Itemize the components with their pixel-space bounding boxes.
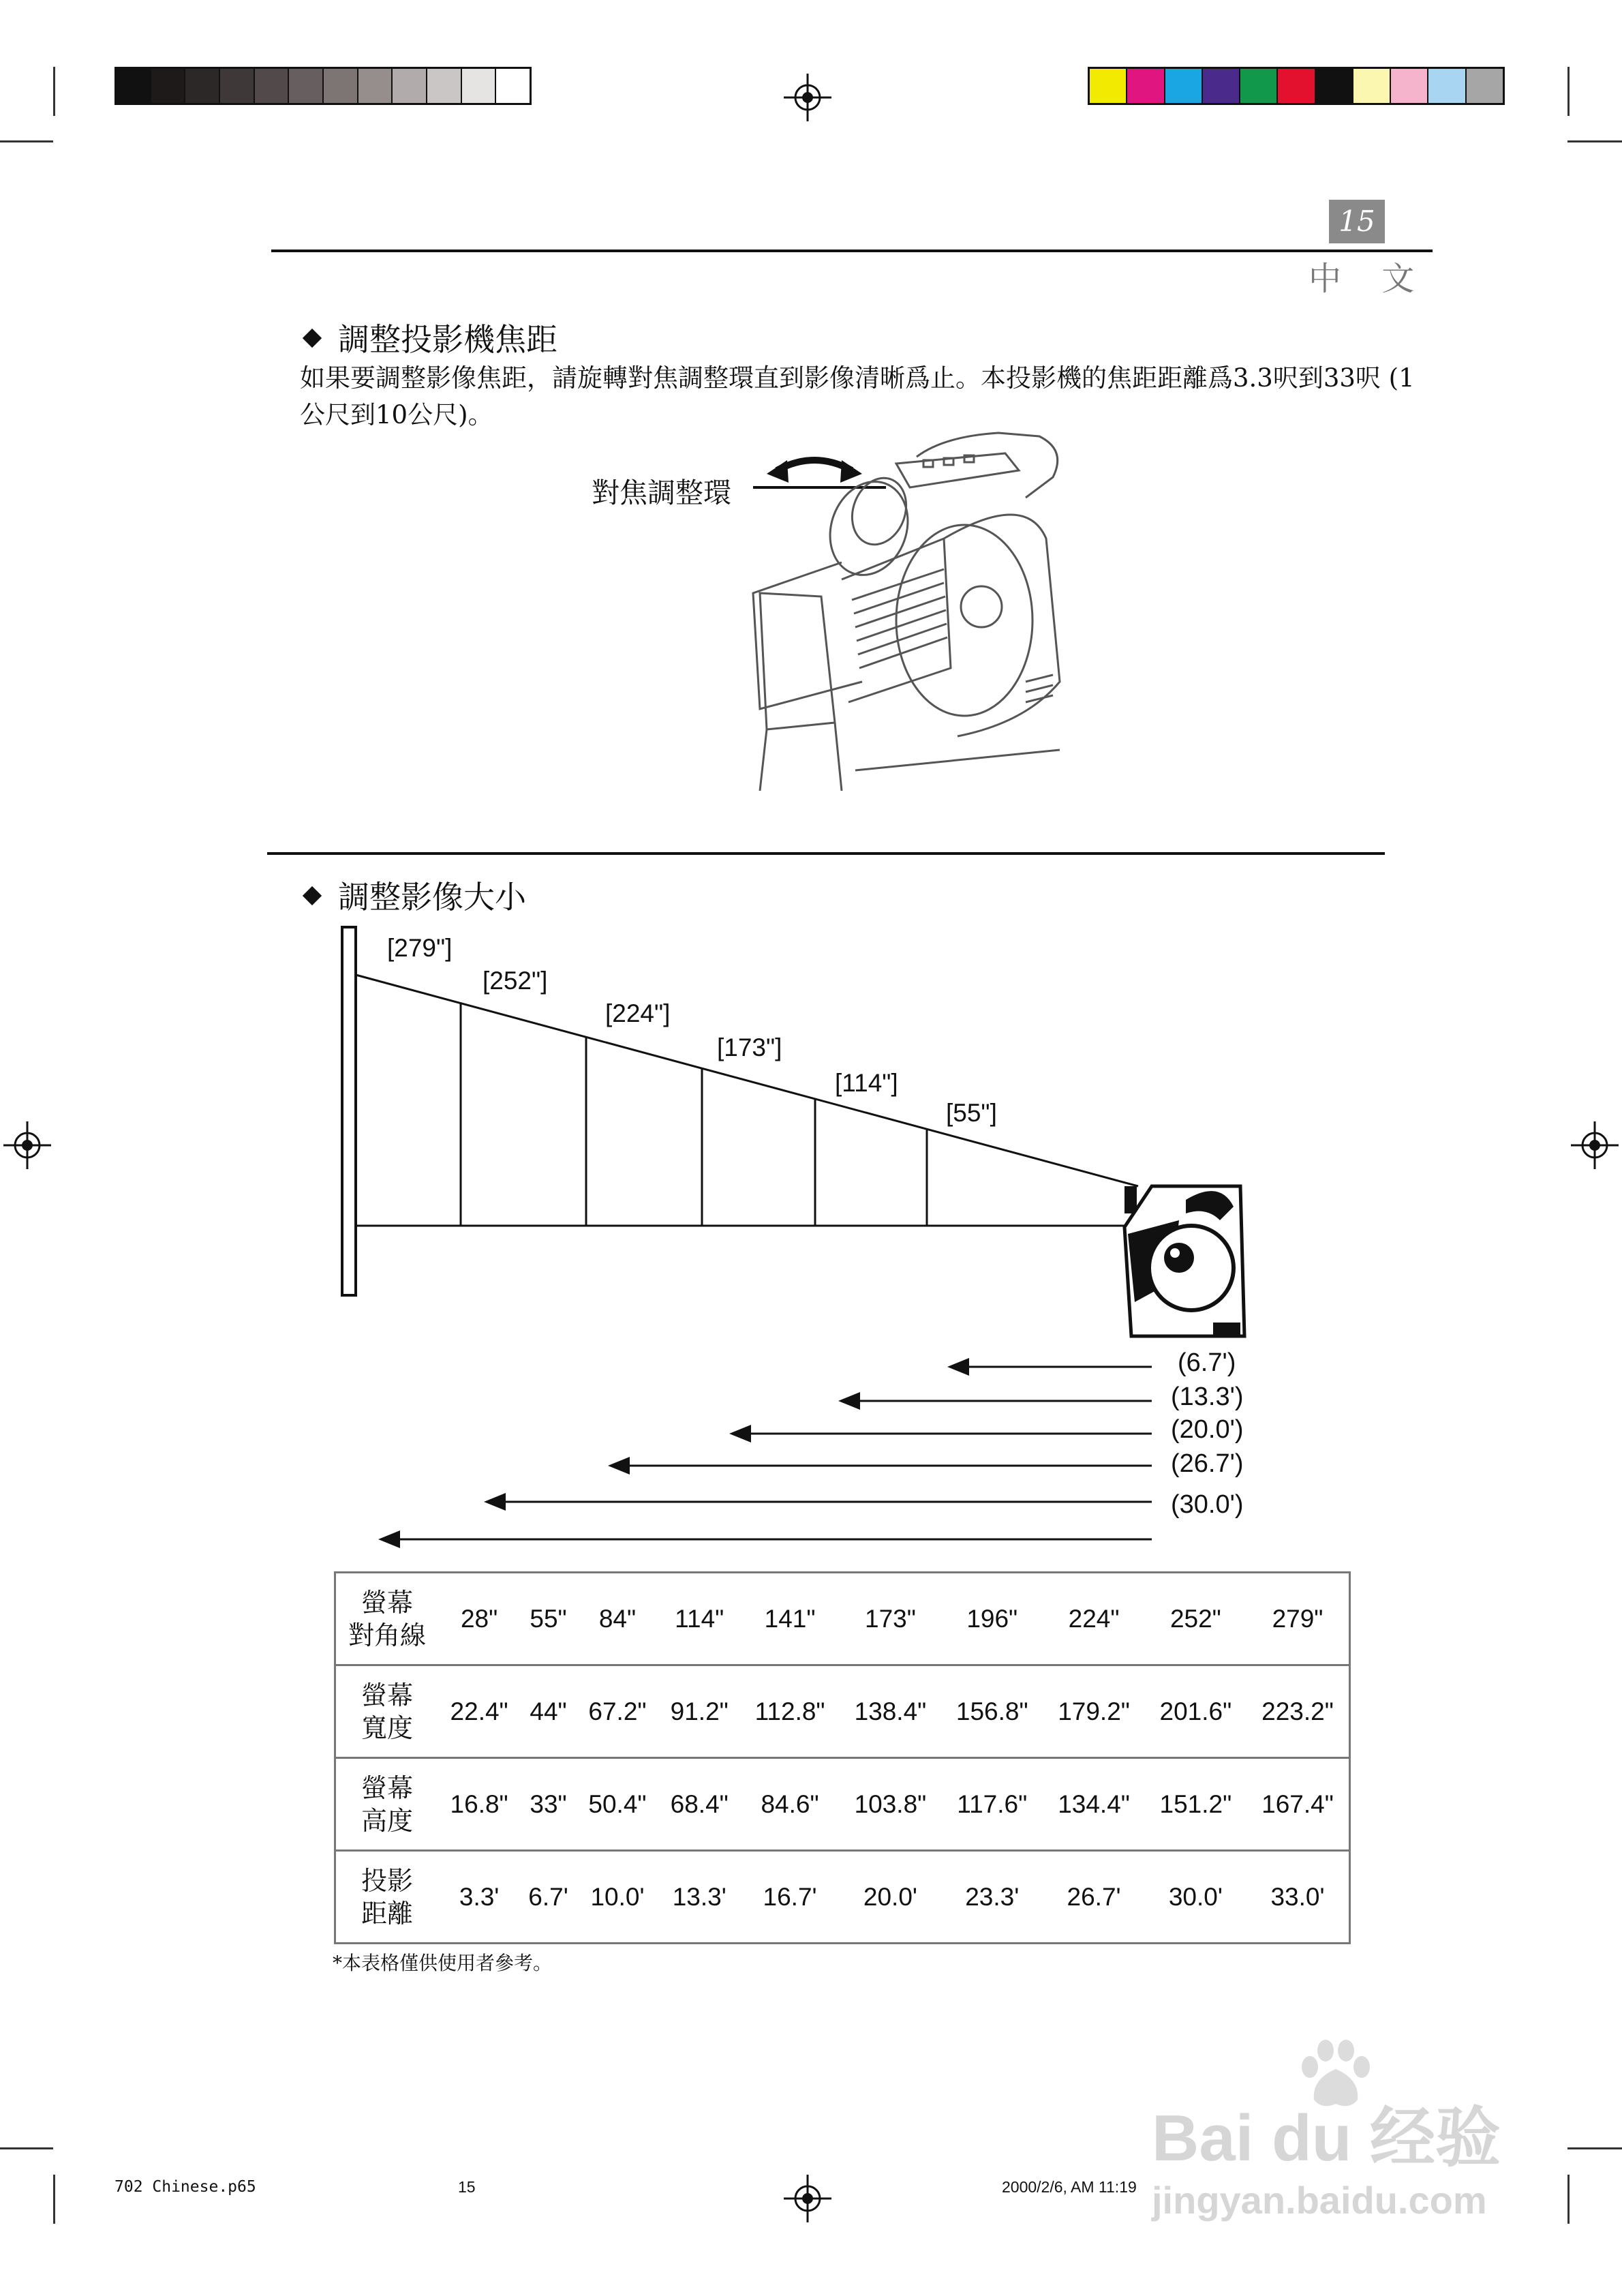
calibration-swatch [1467, 69, 1503, 103]
projection-diagram [334, 913, 1261, 1350]
footer-filename: 702 Chinese.p65 [114, 2178, 256, 2196]
row-header-line: 距離 [361, 1898, 413, 1929]
registration-mark-icon [784, 74, 831, 121]
table-row [335, 1665, 1350, 1758]
screen-size-table [334, 1571, 1351, 1944]
focus-ring-label: 對焦調整環 [592, 477, 731, 509]
calibration-swatch [496, 69, 530, 103]
distance-arrows [368, 1343, 1159, 1554]
calibration-swatch [1391, 69, 1428, 103]
table-cell: 117.6" [941, 1758, 1043, 1851]
color-calibration-bar [1088, 67, 1505, 105]
table-cell: 44" [520, 1665, 577, 1758]
focus-paragraph: 如果要調整影像焦距，請旋轉對焦調整環直到影像清晰爲止。本投影機的焦距距離爲3.3呎到33呎 (1公尺到10公尺)。 [300, 363, 1415, 429]
screen-size-label: [224"] [605, 999, 671, 1027]
registration-mark-icon [3, 1121, 51, 1169]
calibration-swatch [1353, 69, 1391, 103]
diamond-bullet-icon [303, 329, 322, 348]
row-header [335, 1758, 439, 1851]
table-cell: 252" [1145, 1573, 1246, 1665]
calibration-swatch [1203, 69, 1240, 103]
table-cell: 30.0' [1145, 1851, 1246, 1944]
table-cell: 10.0' [577, 1851, 658, 1944]
table-cell: 173" [840, 1573, 941, 1665]
table-cell: 67.2" [577, 1665, 658, 1758]
screen-size-label: [114"] [835, 1069, 898, 1097]
row-header-line: 投影 [361, 1865, 413, 1896]
crop-mark [1567, 2147, 1622, 2149]
table-cell: 16.8" [438, 1758, 520, 1851]
header-rule [271, 250, 1433, 252]
row-header-line: 對角線 [348, 1620, 426, 1650]
calibration-swatch [151, 69, 186, 103]
row-header [335, 1665, 439, 1758]
table-cell: 20.0' [840, 1851, 941, 1944]
table-cell: 16.7' [740, 1851, 839, 1944]
calibration-swatch [427, 69, 462, 103]
table-note: *本表格僅供使用者參考。 [333, 1952, 553, 1974]
page-number-badge: 15 [1329, 200, 1385, 243]
table-cell: 279" [1246, 1573, 1349, 1665]
table-cell: 138.4" [840, 1665, 941, 1758]
crop-mark [0, 140, 53, 142]
projection-screen [342, 927, 356, 1295]
table-cell: 68.4" [658, 1758, 740, 1851]
table-cell: 23.3' [941, 1851, 1043, 1944]
screen-size-label: [173"] [717, 1033, 782, 1061]
table-cell: 84" [577, 1573, 658, 1665]
table-cell: 223.2" [1246, 1665, 1349, 1758]
crop-mark [1567, 67, 1570, 116]
calibration-swatch [1240, 69, 1278, 103]
distance-label: (26.7') [1171, 1449, 1244, 1478]
calibration-swatch [1278, 69, 1315, 103]
language-label: 中 文 [1309, 260, 1430, 298]
registration-mark-icon [1571, 1121, 1619, 1169]
table-cell: 3.3' [438, 1851, 520, 1944]
table-cell: 179.2" [1043, 1665, 1144, 1758]
section-title-size: 調整影像大小 [305, 873, 526, 918]
calibration-swatch [358, 69, 393, 103]
distance-label: (13.3') [1171, 1383, 1244, 1411]
calibration-swatch [185, 69, 220, 103]
table-cell: 22.4" [438, 1665, 520, 1758]
row-header-line: 寬度 [361, 1712, 413, 1743]
row-header [335, 1851, 439, 1944]
projector-icon [1124, 1186, 1244, 1336]
screen-size-label: [279"] [387, 934, 453, 962]
row-header [335, 1573, 439, 1665]
calibration-swatch [1090, 69, 1127, 103]
section-title-focus: 調整投影機焦距 [305, 315, 557, 360]
distance-label: (6.7') [1178, 1348, 1236, 1377]
projector-illustration [739, 423, 1067, 804]
crop-mark [1567, 2175, 1570, 2224]
calibration-swatch [462, 69, 497, 103]
table-cell: 55" [520, 1573, 577, 1665]
crop-mark [1567, 140, 1622, 142]
footer-datetime: 2000/2/6, AM 11:19 [1002, 2178, 1137, 2196]
calibration-swatch [1428, 69, 1466, 103]
table-row [335, 1573, 1350, 1665]
calibration-swatch [1165, 69, 1203, 103]
table-cell: 112.8" [740, 1665, 839, 1758]
crop-mark [0, 2147, 53, 2149]
calibration-swatch [289, 69, 324, 103]
table-cell: 151.2" [1145, 1758, 1246, 1851]
calibration-swatch [1316, 69, 1353, 103]
distance-label: (20.0') [1171, 1415, 1244, 1444]
row-header-line: 螢幕 [361, 1772, 413, 1803]
table-cell: 50.4" [577, 1758, 658, 1851]
watermark-brand: Bai du 经验 [1152, 2102, 1501, 2175]
table-cell: 201.6" [1145, 1665, 1246, 1758]
screen-size-label: [252"] [483, 967, 548, 995]
diamond-bullet-icon [303, 886, 322, 905]
calibration-swatch [255, 69, 290, 103]
table-cell: 114" [658, 1573, 740, 1665]
table-cell: 196" [941, 1573, 1043, 1665]
crop-mark [53, 2175, 55, 2224]
calibration-swatch [324, 69, 358, 103]
table-cell: 6.7' [520, 1851, 577, 1944]
table-row [335, 1758, 1350, 1851]
calibration-swatch [117, 69, 151, 103]
watermark-url: jingyan.baidu.com [1152, 2179, 1487, 2222]
table-cell: 28" [438, 1573, 520, 1665]
table-cell: 156.8" [941, 1665, 1043, 1758]
section-divider [267, 852, 1385, 855]
screen-size-label: [55"] [946, 1099, 997, 1127]
table-cell: 167.4" [1246, 1758, 1349, 1851]
gray-calibration-bar [114, 67, 532, 105]
table-cell: 141" [740, 1573, 839, 1665]
table-cell: 91.2" [658, 1665, 740, 1758]
row-header-line: 螢幕 [361, 1587, 413, 1618]
table-cell: 103.8" [840, 1758, 941, 1851]
row-header-line: 高度 [361, 1805, 413, 1836]
distance-label: (30.0') [1171, 1490, 1244, 1519]
crop-mark [53, 67, 55, 116]
table-cell: 224" [1043, 1573, 1144, 1665]
table-cell: 33.0' [1246, 1851, 1349, 1944]
table-cell: 33" [520, 1758, 577, 1851]
table-cell: 26.7' [1043, 1851, 1144, 1944]
registration-mark-icon [784, 2175, 831, 2222]
row-header-line: 螢幕 [361, 1680, 413, 1710]
table-cell: 84.6" [740, 1758, 839, 1851]
calibration-swatch [393, 69, 427, 103]
table-row [335, 1851, 1350, 1944]
table-cell: 134.4" [1043, 1758, 1144, 1851]
table-cell: 13.3' [658, 1851, 740, 1944]
footer-page: 15 [458, 2178, 476, 2196]
calibration-swatch [1127, 69, 1165, 103]
calibration-swatch [220, 69, 255, 103]
